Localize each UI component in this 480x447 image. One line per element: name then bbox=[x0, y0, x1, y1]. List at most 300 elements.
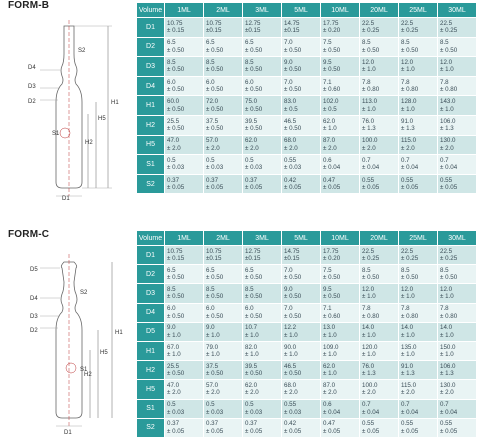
cell-tolerance: ± 2.0 bbox=[284, 389, 298, 397]
table-cell bbox=[165, 135, 204, 155]
cell-tolerance: ± 1.0 bbox=[167, 351, 181, 359]
table-cell bbox=[282, 399, 321, 418]
cell-value: 9.0 bbox=[167, 324, 176, 332]
table-row bbox=[137, 115, 477, 135]
cell-value: 0.7 bbox=[362, 157, 371, 165]
table-cell bbox=[165, 399, 204, 418]
cell-tolerance: ± 1.3 bbox=[362, 370, 376, 378]
table-cell bbox=[204, 418, 243, 437]
table-cell bbox=[438, 341, 477, 360]
cell-tolerance: ± 0.50 bbox=[245, 370, 263, 378]
table-cell bbox=[165, 174, 204, 194]
cell-tolerance: ± 2.0 bbox=[440, 144, 454, 152]
cell-value: 0.37 bbox=[167, 176, 180, 184]
cell-value: 22.5 bbox=[362, 247, 375, 255]
cell-value: 7.1 bbox=[323, 78, 332, 86]
cell-value: 7.0 bbox=[284, 39, 293, 47]
cell-value: 0.55 bbox=[401, 420, 414, 428]
row-label: H1 bbox=[137, 96, 165, 116]
cell-tolerance: ± 1.0 bbox=[206, 351, 220, 359]
table-cell bbox=[399, 135, 438, 155]
table-cell bbox=[399, 155, 438, 175]
table-cell bbox=[321, 96, 360, 116]
table-cell bbox=[321, 399, 360, 418]
table-cell bbox=[165, 96, 204, 116]
table-cell bbox=[243, 265, 282, 284]
cell-tolerance: ± 1.0 bbox=[284, 331, 298, 339]
table-row bbox=[137, 380, 477, 399]
cell-tolerance: ± 0.50 bbox=[323, 66, 341, 74]
cell-value: 8.5 bbox=[206, 59, 215, 67]
table-cell bbox=[165, 18, 204, 38]
cell-tolerance: ± 1.0 bbox=[362, 66, 376, 74]
cell-value: 0.37 bbox=[206, 420, 219, 428]
table-cell bbox=[204, 155, 243, 175]
cell-tolerance: ± 0.5 bbox=[284, 105, 298, 113]
table-row bbox=[137, 246, 477, 265]
table-cell bbox=[243, 303, 282, 322]
column-header: 10ML bbox=[321, 3, 360, 18]
cell-value: 0.47 bbox=[323, 176, 336, 184]
table-row bbox=[137, 341, 477, 360]
table-cell bbox=[243, 399, 282, 418]
cell-tolerance: ± 0.50 bbox=[167, 125, 185, 133]
cell-value: 6.5 bbox=[167, 39, 176, 47]
form-b-table-body bbox=[137, 18, 477, 194]
cell-value: 0.37 bbox=[167, 420, 180, 428]
table-cell bbox=[282, 18, 321, 38]
cell-tolerance: ± 1.0 bbox=[440, 351, 454, 359]
cell-value: 9.5 bbox=[323, 59, 332, 67]
label-s1: S1 bbox=[80, 367, 88, 373]
table-row bbox=[137, 399, 477, 418]
cell-value: 9.0 bbox=[284, 59, 293, 67]
column-header: 25ML bbox=[399, 3, 438, 18]
cell-tolerance: ± 0.05 bbox=[323, 427, 341, 435]
cell-value: 7.0 bbox=[284, 78, 293, 86]
label-h1: H1 bbox=[115, 330, 123, 336]
cell-tolerance: ±0.15 bbox=[284, 27, 300, 35]
cell-tolerance: ± 0.03 bbox=[206, 408, 224, 416]
form-c-spec-table bbox=[136, 230, 477, 438]
cell-tolerance: ± 2.0 bbox=[167, 389, 181, 397]
table-row bbox=[137, 135, 477, 155]
row-label: D1 bbox=[137, 246, 165, 265]
cell-value: 8.5 bbox=[206, 286, 215, 294]
cell-value: 14.0 bbox=[440, 324, 453, 332]
cell-value: 12.0 bbox=[362, 286, 375, 294]
label-s1: S1 bbox=[52, 131, 60, 137]
cell-tolerance: ± 1.0 bbox=[245, 331, 259, 339]
table-cell bbox=[321, 361, 360, 380]
form-c-ampoule-drawing bbox=[0, 240, 134, 440]
table-cell bbox=[399, 96, 438, 116]
table-cell bbox=[321, 37, 360, 57]
cell-value: 8.5 bbox=[362, 266, 371, 274]
label-d2: D2 bbox=[28, 99, 36, 105]
cell-value: 8.5 bbox=[362, 39, 371, 47]
cell-tolerance: ± 0.03 bbox=[284, 164, 302, 172]
cell-tolerance: ± 0.50 bbox=[167, 66, 185, 74]
cell-tolerance: ± 0.50 bbox=[206, 46, 224, 54]
cell-value: 7.0 bbox=[284, 305, 293, 313]
table-cell bbox=[165, 418, 204, 437]
cell-tolerance: ± 0.50 bbox=[206, 274, 224, 282]
cell-value: 62.0 bbox=[245, 137, 258, 145]
table-cell bbox=[438, 57, 477, 77]
table-cell bbox=[360, 115, 399, 135]
cell-value: 6.0 bbox=[245, 305, 254, 313]
cell-value: 12.0 bbox=[440, 286, 453, 294]
cell-value: 0.7 bbox=[401, 401, 410, 409]
table-cell bbox=[360, 135, 399, 155]
table-cell bbox=[243, 380, 282, 399]
cell-tolerance: ± 2.0 bbox=[245, 389, 259, 397]
cell-value: 7.8 bbox=[362, 305, 371, 313]
table-cell bbox=[204, 284, 243, 303]
cell-tolerance: ± 2.0 bbox=[401, 389, 415, 397]
cell-tolerance: ± 0.03 bbox=[206, 164, 224, 172]
cell-value: 0.6 bbox=[323, 401, 332, 409]
cell-tolerance: ± 0.80 bbox=[440, 312, 458, 320]
table-cell bbox=[204, 265, 243, 284]
table-cell bbox=[282, 174, 321, 194]
cell-value: 83.0 bbox=[284, 98, 297, 106]
cell-value: 12.0 bbox=[362, 59, 375, 67]
cell-tolerance: ± 2.0 bbox=[167, 144, 181, 152]
cell-tolerance: ± 0.04 bbox=[440, 164, 458, 172]
cell-value: 0.7 bbox=[362, 401, 371, 409]
cell-tolerance: ± 0.15 bbox=[167, 27, 185, 35]
table-cell bbox=[399, 265, 438, 284]
table-cell bbox=[282, 265, 321, 284]
cell-tolerance: ± 0.50 bbox=[206, 370, 224, 378]
table-row bbox=[137, 303, 477, 322]
cell-tolerance: ± 0.80 bbox=[362, 312, 380, 320]
cell-tolerance: ± 0.50 bbox=[206, 86, 224, 94]
table-cell bbox=[438, 37, 477, 57]
cell-value: 0.55 bbox=[284, 157, 297, 165]
cell-tolerance: ± 0.05 bbox=[167, 184, 185, 192]
cell-value: 76.0 bbox=[362, 362, 375, 370]
row-label: D4 bbox=[137, 303, 165, 322]
table-cell bbox=[321, 57, 360, 77]
row-label: D2 bbox=[137, 265, 165, 284]
table-cell bbox=[243, 284, 282, 303]
cell-value: 6.0 bbox=[167, 78, 176, 86]
table-row bbox=[137, 322, 477, 341]
table-cell bbox=[399, 341, 438, 360]
row-label: S2 bbox=[137, 174, 165, 194]
table-cell bbox=[204, 115, 243, 135]
cell-tolerance: ± 0.04 bbox=[323, 408, 341, 416]
cell-tolerance: ± 0.80 bbox=[362, 86, 380, 94]
cell-tolerance: ± 1.0 bbox=[401, 351, 415, 359]
cell-value: 0.55 bbox=[284, 401, 297, 409]
table-cell bbox=[360, 322, 399, 341]
table-cell bbox=[360, 265, 399, 284]
cell-tolerance: ± 0.05 bbox=[167, 427, 185, 435]
table-cell bbox=[243, 115, 282, 135]
cell-value: 130.0 bbox=[440, 382, 456, 389]
cell-tolerance: ± 0.25 bbox=[362, 255, 380, 263]
table-cell bbox=[282, 303, 321, 322]
cell-tolerance: ± 0.05 bbox=[245, 427, 263, 435]
table-cell bbox=[165, 303, 204, 322]
cell-tolerance: ± 1.3 bbox=[401, 370, 415, 378]
cell-value: 17.75 bbox=[323, 19, 339, 27]
table-cell bbox=[282, 37, 321, 57]
cell-value: 14.0 bbox=[362, 324, 375, 332]
cell-value: 8.5 bbox=[167, 59, 176, 67]
table-cell bbox=[243, 37, 282, 57]
table-cell bbox=[165, 155, 204, 175]
cell-value: 67.0 bbox=[167, 343, 180, 351]
table-row bbox=[137, 57, 477, 77]
cell-tolerance: ± 0.50 bbox=[206, 125, 224, 133]
cell-value: 68.0 bbox=[284, 382, 297, 389]
cell-value: 39.5 bbox=[245, 117, 258, 125]
cell-value: 0.7 bbox=[440, 157, 449, 165]
cell-tolerance: ± 2.0 bbox=[245, 144, 259, 152]
cell-value: 82.0 bbox=[245, 343, 258, 351]
table-row bbox=[137, 174, 477, 194]
table-cell bbox=[204, 57, 243, 77]
row-label: D1 bbox=[137, 18, 165, 38]
cell-tolerance: ± 0.50 bbox=[284, 274, 302, 282]
cell-tolerance: ± 1.3 bbox=[401, 125, 415, 133]
column-header: 3ML bbox=[243, 3, 282, 18]
cell-tolerance: ± 0.04 bbox=[440, 408, 458, 416]
table-cell bbox=[438, 76, 477, 96]
cell-value: 113.0 bbox=[362, 98, 378, 106]
cell-value: 62.0 bbox=[245, 382, 258, 389]
cell-tolerance: ±0.15 bbox=[284, 255, 300, 263]
cell-tolerance: ± 0.50 bbox=[440, 274, 458, 282]
cell-value: 7.5 bbox=[323, 266, 332, 274]
table-cell bbox=[243, 322, 282, 341]
table-cell bbox=[282, 96, 321, 116]
cell-value: 7.5 bbox=[323, 39, 332, 47]
cell-tolerance: ± 1.0 bbox=[440, 66, 454, 74]
cell-value: 7.0 bbox=[284, 266, 293, 274]
table-cell bbox=[204, 135, 243, 155]
table-cell bbox=[282, 155, 321, 175]
cell-value: 0.7 bbox=[440, 401, 449, 409]
cell-tolerance: ± 0.50 bbox=[167, 105, 185, 113]
label-h5: H5 bbox=[100, 350, 108, 356]
cell-value: 0.55 bbox=[401, 176, 414, 184]
cell-value: 8.5 bbox=[440, 266, 449, 274]
cell-value: 39.5 bbox=[245, 362, 258, 370]
table-cell bbox=[282, 341, 321, 360]
cell-value: 22.5 bbox=[440, 19, 453, 27]
row-label: S2 bbox=[137, 418, 165, 437]
table-cell bbox=[399, 57, 438, 77]
label-h2: H2 bbox=[84, 372, 92, 378]
cell-tolerance: ±0.15 bbox=[206, 255, 222, 263]
cell-value: 143.0 bbox=[440, 98, 456, 106]
cell-value: 120.0 bbox=[362, 343, 378, 351]
cell-tolerance: ± 0.60 bbox=[323, 86, 341, 94]
column-header: 30ML bbox=[438, 231, 477, 246]
cell-value: 0.7 bbox=[401, 157, 410, 165]
cell-tolerance: ± 1.0 bbox=[401, 293, 415, 301]
cell-tolerance: ± 0.50 bbox=[167, 86, 185, 94]
cell-value: 46.5 bbox=[284, 362, 297, 370]
cell-value: 0.42 bbox=[284, 176, 297, 184]
cell-value: 8.5 bbox=[401, 39, 410, 47]
cell-tolerance: ± 0.50 bbox=[323, 274, 341, 282]
cell-tolerance: ± 1.0 bbox=[401, 331, 415, 339]
table-cell bbox=[360, 174, 399, 194]
cell-tolerance: ± 0.50 bbox=[167, 274, 185, 282]
table-row bbox=[137, 76, 477, 96]
table-cell bbox=[360, 399, 399, 418]
cell-value: 7.1 bbox=[323, 305, 332, 313]
cell-tolerance: ± 2.0 bbox=[323, 144, 337, 152]
column-header: 25ML bbox=[399, 231, 438, 246]
table-cell bbox=[360, 96, 399, 116]
cell-tolerance: ± 1.0 bbox=[362, 293, 376, 301]
cell-tolerance: ± 1.0 bbox=[284, 351, 298, 359]
table-cell bbox=[399, 284, 438, 303]
cell-value: 57.0 bbox=[206, 382, 219, 389]
table-cell bbox=[438, 399, 477, 418]
table-cell bbox=[204, 246, 243, 265]
cell-tolerance: ± 2.0 bbox=[362, 389, 376, 397]
table-cell bbox=[243, 18, 282, 38]
row-label: H5 bbox=[137, 135, 165, 155]
column-header: 20ML bbox=[360, 3, 399, 18]
cell-tolerance: ± 0.20 bbox=[323, 27, 341, 35]
column-header: 2ML bbox=[204, 3, 243, 18]
cell-value: 106.0 bbox=[440, 362, 456, 370]
cell-tolerance: ± 1.0 bbox=[440, 293, 454, 301]
table-row bbox=[137, 96, 477, 116]
cell-value: 0.55 bbox=[362, 176, 375, 184]
table-cell bbox=[321, 265, 360, 284]
cell-value: 12.0 bbox=[440, 59, 453, 67]
cell-value: 79.0 bbox=[206, 343, 219, 351]
table-cell bbox=[282, 380, 321, 399]
cell-value: 7.8 bbox=[401, 78, 410, 86]
cell-tolerance: ±0.15 bbox=[245, 27, 261, 35]
cell-tolerance: ± 0.50 bbox=[167, 293, 185, 301]
cell-value: 12.2 bbox=[284, 324, 297, 332]
cell-tolerance: ± 0.04 bbox=[362, 164, 380, 172]
cell-tolerance: ± 1.0 bbox=[362, 351, 376, 359]
table-cell bbox=[282, 76, 321, 96]
cell-value: 0.5 bbox=[167, 401, 176, 409]
cell-value: 22.5 bbox=[401, 19, 414, 27]
table-cell bbox=[438, 96, 477, 116]
cell-value: 87.0 bbox=[323, 137, 336, 145]
cell-tolerance: ± 0.50 bbox=[362, 46, 380, 54]
table-cell bbox=[204, 96, 243, 116]
cell-tolerance: ± 0.50 bbox=[362, 274, 380, 282]
cell-value: 9.0 bbox=[284, 286, 293, 294]
table-cell bbox=[438, 155, 477, 175]
cell-tolerance: ± 0.50 bbox=[245, 293, 263, 301]
table-cell bbox=[321, 418, 360, 437]
cell-tolerance: ± 0.03 bbox=[284, 408, 302, 416]
table-cell bbox=[165, 265, 204, 284]
cell-value: 100.0 bbox=[362, 137, 378, 145]
cell-value: 22.5 bbox=[362, 19, 375, 27]
cell-tolerance: ± 0.50 bbox=[284, 312, 302, 320]
cell-tolerance: ± 0.25 bbox=[362, 27, 380, 35]
cell-tolerance: ± 1.0 bbox=[245, 351, 259, 359]
table-cell bbox=[399, 246, 438, 265]
cell-tolerance: ± 0.50 bbox=[167, 46, 185, 54]
cell-tolerance: ± 1.0 bbox=[323, 331, 337, 339]
table-cell bbox=[321, 380, 360, 399]
cell-value: 13.0 bbox=[323, 324, 336, 332]
cell-value: 25.5 bbox=[167, 362, 180, 370]
cell-tolerance: ± 1.0 bbox=[362, 105, 376, 113]
form-c-title: FORM-C bbox=[8, 229, 50, 240]
table-cell bbox=[165, 284, 204, 303]
cell-tolerance: ± 0.50 bbox=[284, 125, 302, 133]
cell-value: 8.5 bbox=[245, 286, 254, 294]
table-cell bbox=[360, 380, 399, 399]
cell-tolerance: ± 0.05 bbox=[401, 427, 419, 435]
table-cell bbox=[243, 96, 282, 116]
table-cell bbox=[360, 418, 399, 437]
table-cell bbox=[438, 115, 477, 135]
row-label: D5 bbox=[137, 322, 165, 341]
table-cell bbox=[165, 115, 204, 135]
cell-value: 135.0 bbox=[401, 343, 417, 351]
cell-value: 130.0 bbox=[440, 137, 456, 145]
cell-tolerance: ±0.15 bbox=[206, 27, 222, 35]
cell-value: 10.75 bbox=[167, 19, 183, 27]
table-cell bbox=[165, 246, 204, 265]
row-label: D3 bbox=[137, 284, 165, 303]
table-cell bbox=[165, 57, 204, 77]
column-header: 5ML bbox=[282, 3, 321, 18]
cell-tolerance: ± 0.03 bbox=[167, 164, 185, 172]
label-d5: D5 bbox=[30, 267, 38, 273]
table-cell bbox=[282, 361, 321, 380]
row-label: H1 bbox=[137, 341, 165, 360]
cell-value: 57.0 bbox=[206, 137, 219, 145]
cell-value: 0.47 bbox=[323, 420, 336, 428]
row-label: H2 bbox=[137, 115, 165, 135]
cell-tolerance: ± 2.0 bbox=[440, 389, 454, 397]
cell-tolerance: ± 0.50 bbox=[401, 274, 419, 282]
cell-value: 12.75 bbox=[245, 247, 261, 255]
cell-value: 72.0 bbox=[206, 98, 219, 106]
column-header: 10ML bbox=[321, 231, 360, 246]
cell-value: 76.0 bbox=[362, 117, 375, 125]
table-cell bbox=[399, 37, 438, 57]
cell-value: 7.8 bbox=[362, 78, 371, 86]
cell-tolerance: ± 0.60 bbox=[323, 312, 341, 320]
cell-value: 6.0 bbox=[167, 305, 176, 313]
table-cell bbox=[204, 399, 243, 418]
cell-tolerance: ± 0.50 bbox=[323, 293, 341, 301]
cell-value: 0.5 bbox=[167, 157, 176, 165]
label-d4: D4 bbox=[28, 65, 36, 71]
cell-value: 100.0 bbox=[362, 382, 378, 389]
table-cell bbox=[321, 18, 360, 38]
table-cell bbox=[165, 380, 204, 399]
table-cell bbox=[399, 399, 438, 418]
cell-tolerance: ± 0.50 bbox=[440, 46, 458, 54]
cell-tolerance: ± 1.0 bbox=[440, 105, 454, 113]
